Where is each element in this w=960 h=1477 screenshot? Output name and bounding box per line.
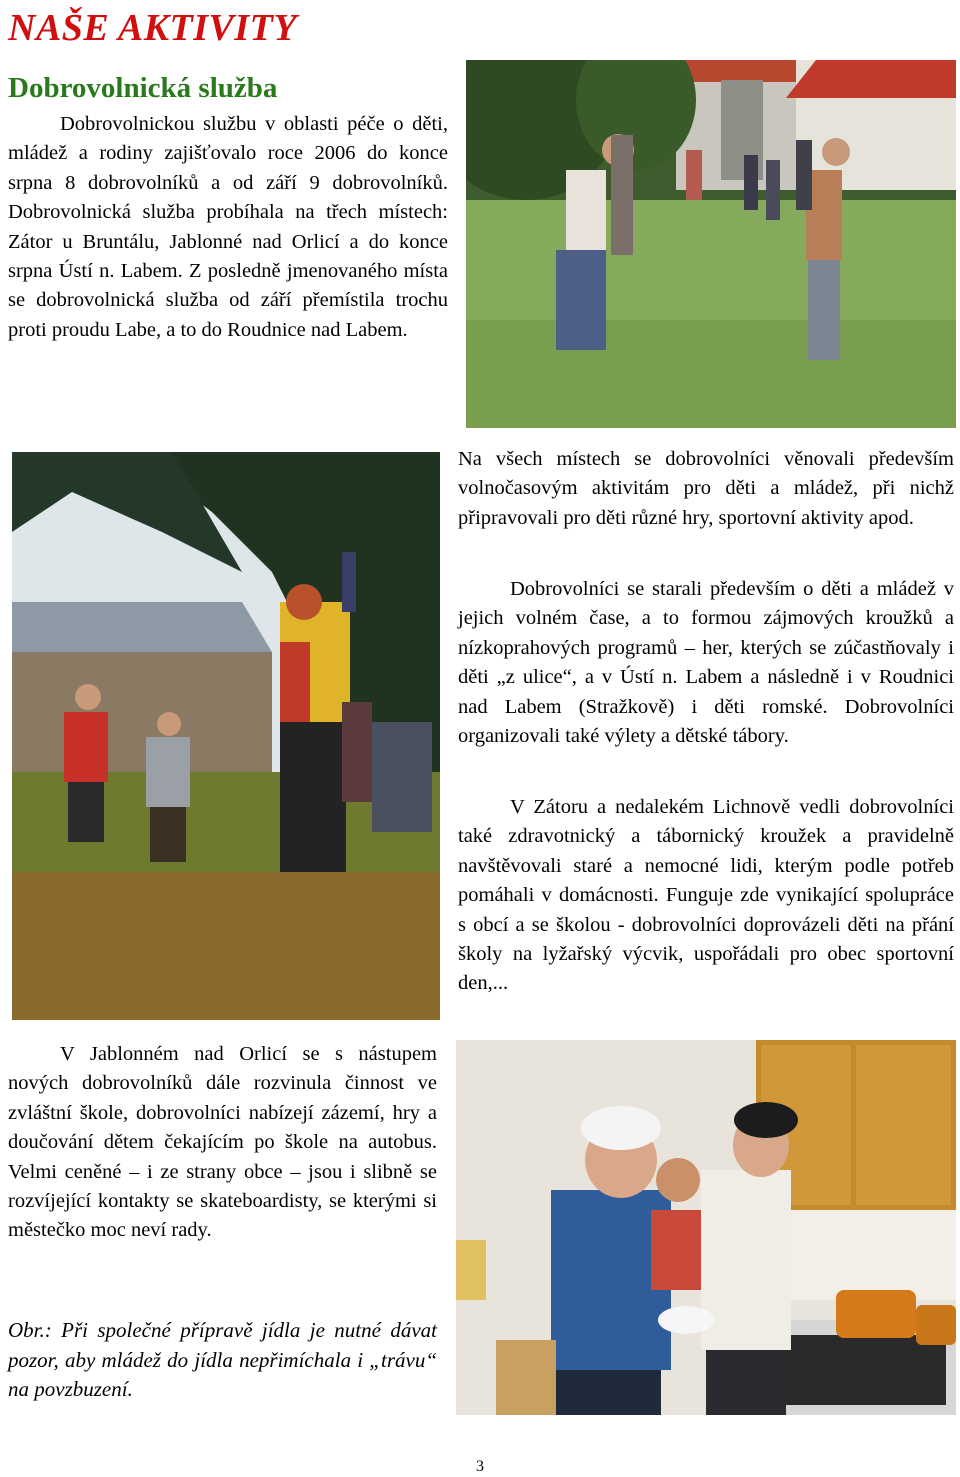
page-heading: NAŠE AKTIVITY	[8, 7, 298, 49]
paragraph-leisure-text: Dobrovolníci se starali především o děti a mládež v jejich volném čase, a to formou zájmových kroužků a nízkoprahových programů – her, kterých se zúčastňovaly i děti „z ulice“, a v Ústí n. Labem a následně i v Roudnici nad Labem (Stražkově) i děti romské. Dobrovolníci organizovali také výlety a dětské tábory.	[458, 578, 954, 748]
page-number: 3	[476, 1458, 484, 1475]
outdoor-group-game-photo	[466, 60, 956, 428]
paragraph-zator-text: V Zátoru a nedalekém Lichnově vedli dobrovolníci také zdravotnický a tábornický kroužek a pravidelně navštěvovali staré a nemocné lidi, kterým podle potřeb pomáhali v domácnosti. Funguje zde vynikající spolupráce s obcí a se školou - dobrovolníci doprovázeli děti na přání školy na lyžařský výcvik, uspořádali pro obec sportovní den,...	[458, 796, 954, 995]
paragraph-jablonne-text: V Jablonném nad Orlicí se s nástupem nových dobrovolníků dále rozvinula činnost ve zvláštní škole, dobrovolníci nabízejí zázemí, hry a doučování dětem čekajícím po škole na autobus. Velmi ceněné – i ze strany obce – jsou i slibně se rozvíjející kontakty se skateboardisty, se kterými si městečko moc neví rady.	[8, 1043, 437, 1242]
paragraph-leisure	[458, 575, 954, 751]
section-title: Dobrovolnická služba	[8, 72, 278, 104]
paragraph-zator	[458, 793, 954, 999]
paragraph-activities: Na všech místech se dobrovolníci věnovali především volnočasovým aktivitám pro děti a mládež, při nichž připravovali pro děti různé hry, sportovní aktivity apod.	[458, 448, 954, 529]
children-autumn-game-photo	[12, 452, 440, 1020]
photo-caption: Obr.: Při společné přípravě jídla je nutné dávat pozor, aby mládež do jídla nepřimíchala i „trávu“ na povzbuzení.	[8, 1318, 437, 1401]
kitchen-cooking-photo	[456, 1040, 956, 1415]
paragraph-jablonne	[8, 1040, 437, 1246]
paragraph-intro	[8, 110, 448, 345]
paragraph-intro-text: Dobrovolnickou službu v oblasti péče o děti, mládež a rodiny zajišťovalo roce 2006 do konce srpna 8 dobrovolníků a od září 9 dobrovolníků. Dobrovolnická služba probíhala na třech místech: Zátor u Bruntálu, Jablonné nad Orlicí a do konce srpna Ústí n. Labem. Z posledně jmenovaného místa se dobrovolnická služba od září přemístila trochu proti proudu Labe, a to do Roudnice nad Labem.	[8, 113, 448, 341]
